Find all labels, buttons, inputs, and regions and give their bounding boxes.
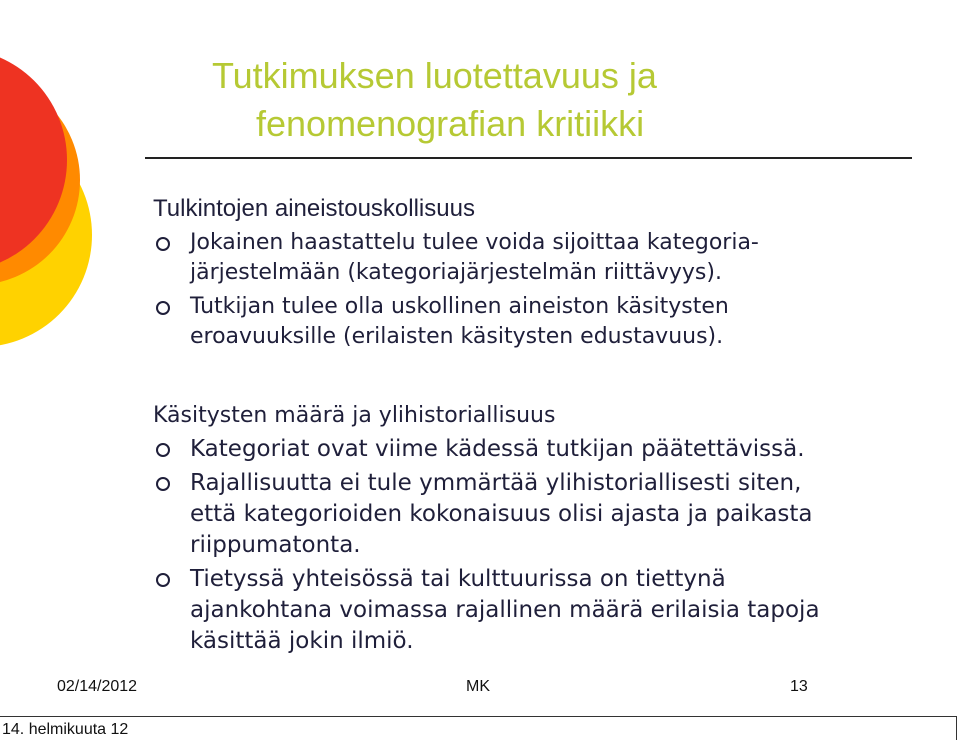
circle-bullet-icon <box>156 237 170 251</box>
circle-bullet-icon <box>156 573 170 587</box>
bullet-text-line: Jokainen haastattelu tulee voida sijoittaa kategoria- <box>190 230 759 255</box>
title-line-1: Tutkimuksen luotettavuus ja <box>212 55 657 96</box>
bullet-item <box>153 564 943 657</box>
section-heading: Tulkintojen aineistouskollisuus <box>153 195 475 222</box>
footer-date: 02/14/2012 <box>57 678 138 695</box>
footer-page-number: 13 <box>790 678 808 695</box>
bullet-text-line: eroavuuksille (erilaisten käsitysten edustavuus). <box>190 324 724 349</box>
bullet-item <box>153 292 943 352</box>
decorative-circles <box>0 0 120 400</box>
bullet-list <box>153 228 943 352</box>
bullet-text-line: Rajallisuutta ei tule ymmärtää ylihistoriallisesti siten, <box>190 470 802 496</box>
bullet-item <box>153 434 943 465</box>
bullet-text-line: Tutkijan tulee olla uskollinen aineiston käsitysten <box>190 294 729 319</box>
bullet-text-line: järjestelmään (kategoriajärjestelmän riittävyys). <box>190 260 722 285</box>
bullet-text-line: että kategorioiden kokonaisuus olisi ajasta ja paikasta <box>190 501 813 527</box>
bullet-text-line: ajankohtana voimassa rajallinen määrä erilaisia tapoja <box>190 597 820 623</box>
section-heading: Käsitysten määrä ja ylihistoriallisuus <box>153 403 556 428</box>
bullet-text-line: käsittää jokin ilmiö. <box>190 628 414 654</box>
slide-bottom-border <box>0 716 956 717</box>
bullet-item <box>153 228 943 288</box>
slide-title <box>212 52 912 148</box>
bullet-text-line: Tietyssä yhteisössä tai kulttuurissa on tiettynä <box>190 566 726 592</box>
title-line-2: fenomenografian kritiikki <box>256 103 645 144</box>
bullet-list <box>153 434 943 657</box>
bullet-text-line: Kategoriat ovat viime kädessä tutkijan päätettävissä. <box>190 436 805 462</box>
footer-author: MK <box>466 678 490 695</box>
outer-date-label: 14. helmikuuta 12 <box>2 721 129 738</box>
title-divider <box>145 157 912 159</box>
circle-bullet-icon <box>156 443 170 457</box>
bullet-text-line: riippumatonta. <box>190 532 361 558</box>
bullet-item <box>153 468 943 561</box>
circle-bullet-icon <box>156 301 170 315</box>
section-kasitysten-maara <box>153 401 943 660</box>
section-aineistouskollisuus <box>153 194 943 356</box>
circle-bullet-icon <box>156 477 170 491</box>
slide-right-border <box>956 716 957 740</box>
